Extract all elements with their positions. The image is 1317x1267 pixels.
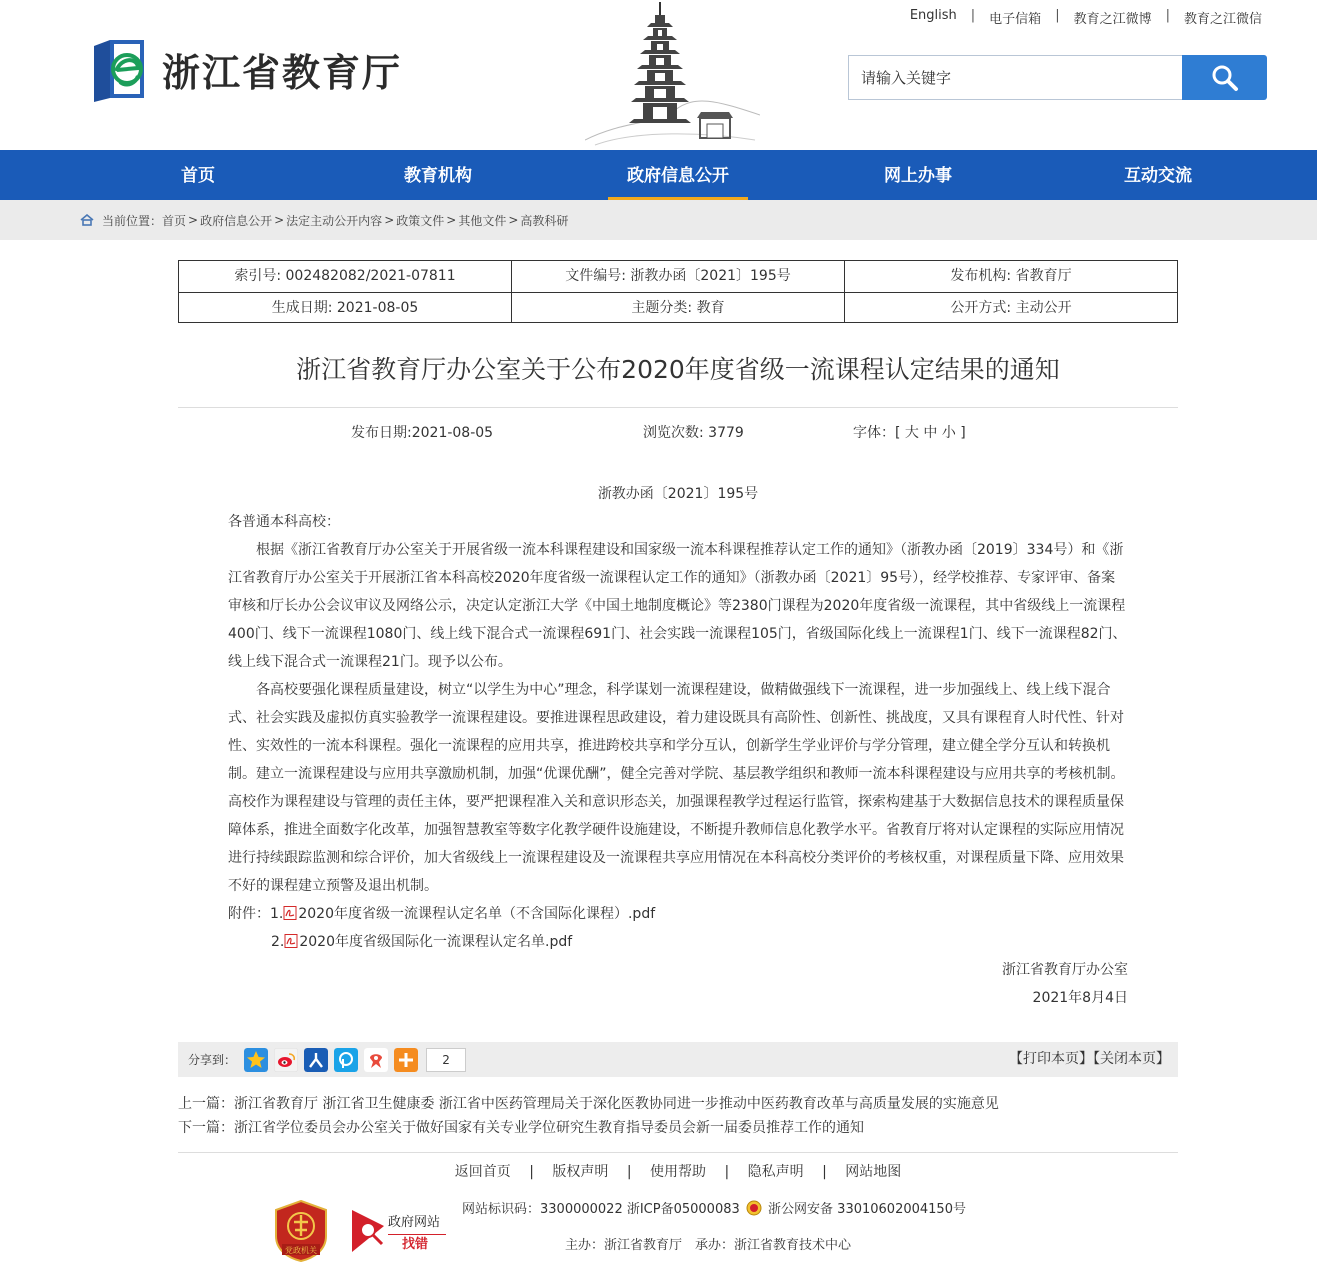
share-bar [178, 1042, 1178, 1077]
separator: | [1055, 8, 1060, 23]
footer-link-help[interactable]: 使用帮助 [650, 1164, 706, 1180]
link-english[interactable]: English [909, 8, 957, 23]
separator: | [1165, 8, 1170, 23]
paragraph: 根据《浙江省教育厅办公室关于开展省级一流本科课程建设和国家级一流本科课程推荐认定工作的通知》（浙教办函〔2019〕334号）和《浙江省教育厅办公室关于开展浙江省本科高校2020年度省级一流课程认定工作的通知》（浙教办函〔2021〕95号），经学校推荐、专家评审、备案审核和厅长办公会议审议及网络公示，决定认定浙江大学《中国土地制度概论》等2380门课程为2020年度省级一流课程，其中省级线上一流课程400门、线下一流课程1080门、线上线下混合式一流课程691门、社会实践一流课程105门，省级国际化线上一流课程1门、线下一流课程82门、线上线下混合式一流课程21门。现予以公布。 [228, 542, 1127, 670]
info-row [179, 261, 1177, 292]
badge-text: 党政机关 [285, 1246, 317, 1255]
search-input[interactable] [848, 55, 1182, 100]
error-report-divider [388, 1234, 446, 1235]
error-report-line1: 政府网站 [388, 1215, 441, 1230]
breadcrumb-item[interactable]: 高教科研 [520, 213, 569, 228]
salutation: 各普通本科高校： [228, 514, 340, 530]
print-button[interactable]: 【打印本页】 [1009, 1051, 1093, 1067]
gov-site-error-report[interactable] [350, 1208, 450, 1254]
created-date: 生成日期: 2021-08-05 [271, 300, 419, 316]
share-count: 2 [426, 1048, 466, 1072]
paragraph: 各高校要强化课程质量建设，树立“以学生为中心”理念，科学谋划一流课程建设，做精做强线下一流课程，进一步加强线上、线上线下混合式、社会实践及虚拟仿真实验教学一流课程建设。要推进课程思政建设，着力建设既具有高阶性、创新性、挑战度，又具有课程育人时代性、针对性、实效性的一流本科课程。强化一流课程的应用共享，推进跨校共享和学分互认，创新学生学业评价与学分管理，建立健全学分互认和转换机制。建立一流课程建设与应用共享激励机制，加强“优课优酬”，健全完善对学院、基层教学组织和教师一流本科课程建设与应用共享的考核机制。高校作为课程建设与管理的责任主体，要严把课程准入关和意识形态关，加强课程教学过程运行监管，探索构建基于大数据信息技术的课程质量保障体系，推进全面数字化改革，加强智慧教室等数字化教学硬件设施建设，不断提升教师信息化教学水平。省教育厅将对认定课程的实际应用情况进行持续跟踪监测和综合评价，加大省级线上一流课程建设及一流课程共享应用情况在本科高校分类评价的考核权重，对课程质量下降、应用效果不好的课程建立预警及退出机制。 [228, 682, 1125, 894]
close-page-button[interactable]: 【关闭本页】 [1093, 1051, 1170, 1067]
separator: | [724, 1164, 730, 1180]
separator: | [529, 1164, 534, 1180]
font-medium-button[interactable]: 中 [923, 425, 938, 441]
logo-e-icon [90, 36, 148, 102]
attachment-number: 2. [271, 934, 285, 950]
police-record[interactable]: 浙公网安备 33010602004150号 [768, 1202, 966, 1217]
police-badge-icon [746, 1200, 762, 1216]
search-bar [848, 55, 1267, 100]
error-report-line2: 找错 [402, 1237, 429, 1252]
info-row [179, 292, 1177, 323]
font-large-button[interactable]: 大 [904, 425, 919, 441]
font-close: ] [960, 425, 966, 441]
sign-date: 2021年8月4日 [1032, 990, 1128, 1006]
breadcrumb-item[interactable]: 法定主动公开内容 [286, 213, 383, 228]
share-label: 分享到： [188, 1053, 237, 1067]
disclosure-method: 公开方式: 主动公开 [844, 293, 1177, 323]
prev-next-links [178, 1092, 1178, 1140]
font-label: 字体：[ [853, 425, 901, 441]
top-links [910, 8, 1262, 27]
tencent-share-icon[interactable] [334, 1048, 358, 1072]
renren-share-icon[interactable] [304, 1048, 328, 1072]
signer: 浙江省教育厅办公室 [1002, 962, 1128, 978]
party-government-badge-icon[interactable] [274, 1200, 328, 1262]
link-email[interactable]: 电子信箱 [989, 12, 1042, 27]
nav-institutions[interactable]: 教育机构 [404, 166, 472, 186]
breadcrumb-prefix: 当前位置： [102, 213, 163, 228]
site-header [0, 0, 1317, 150]
footer-links [178, 1160, 1178, 1184]
nav-gov-info[interactable]: 政府信息公开 [558, 150, 798, 200]
nav-interaction[interactable]: 互动交流 [1124, 166, 1192, 186]
breadcrumb-item[interactable]: 其他文件 [458, 213, 507, 228]
doc-number: 浙教办函〔2021〕195号 [597, 486, 759, 502]
separator: | [970, 8, 976, 23]
publisher: 发布机构: 省教育厅 [844, 261, 1177, 292]
separator: | [822, 1164, 827, 1180]
attachment-link-1[interactable]: 2020年度省级一流课程认定名单（不含国际化课程）.pdf [298, 906, 656, 922]
article-body [228, 480, 1128, 1012]
more-share-icon[interactable] [394, 1048, 418, 1072]
breadcrumb-sep: > [188, 213, 199, 227]
breadcrumb-sep: > [446, 213, 457, 227]
breadcrumb-sep: > [508, 213, 519, 227]
font-small-button[interactable]: 小 [941, 425, 956, 441]
prev-article-link[interactable]: 上一篇：浙江省教育厅 浙江省卫生健康委 浙江省中医药管理局关于深化医教协同进一步推动中医药教育改革与高质量发展的实施意见 [178, 1096, 999, 1112]
pdf-icon [284, 934, 298, 948]
footer-link-sitemap[interactable]: 网站地图 [845, 1164, 902, 1180]
error-report-icon [350, 1208, 386, 1254]
weibo-share-icon[interactable] [274, 1048, 298, 1072]
publish-date: 发布日期:2021-08-05 [351, 425, 494, 441]
attachment-link-2[interactable]: 2020年度省级国际化一流课程认定名单.pdf [299, 934, 573, 950]
attachment-label: 附件：1. [228, 906, 284, 922]
index-number: 索引号: 002482082/2021-07811 [234, 268, 456, 284]
topic-category: 主题分类: 教育 [511, 293, 844, 323]
breadcrumb-sep: > [274, 213, 285, 227]
file-number: 文件编号: 浙教办函〔2021〕195号 [511, 261, 844, 292]
footer-divider [178, 1152, 1178, 1153]
nav-home[interactable]: 首页 [181, 166, 215, 186]
footer-link-copyright[interactable]: 版权声明 [552, 1164, 609, 1180]
breadcrumb-item[interactable]: 政策文件 [396, 213, 445, 228]
title-divider [178, 407, 1178, 408]
pagoda-illustration [585, 0, 760, 150]
nav-online-services[interactable]: 网上办事 [884, 166, 952, 186]
site-id: 网站标识码：3300000022 浙ICP备05000083 [462, 1202, 740, 1217]
link-weibo[interactable]: 教育之江微博 [1073, 12, 1152, 27]
footer-link-home[interactable]: 返回首页 [454, 1164, 511, 1180]
main-nav [0, 150, 1317, 200]
attachment-row [228, 900, 1128, 928]
footer-link-privacy[interactable]: 隐私声明 [747, 1164, 804, 1180]
article-title: 浙江省教育厅办公室关于公布2020年度省级一流课程认定结果的通知 [296, 355, 1060, 384]
attachment-row [228, 928, 1128, 956]
separator: | [626, 1164, 632, 1180]
qzone-share-icon[interactable] [244, 1048, 268, 1072]
pdf-icon [283, 906, 297, 920]
breadcrumb-item[interactable]: 首页 [162, 213, 187, 228]
search-icon [1211, 64, 1239, 92]
sina-share-icon[interactable] [364, 1048, 388, 1072]
site-logo[interactable] [90, 36, 402, 102]
breadcrumb [0, 200, 1317, 240]
view-count: 浏览次数: 3779 [643, 425, 744, 441]
home-icon [80, 214, 94, 226]
breadcrumb-item[interactable]: 政府信息公开 [200, 213, 273, 228]
footer-host: 主办：浙江省教育厅 承办：浙江省教育技术中心 [565, 1238, 852, 1253]
font-size-control [853, 422, 966, 442]
next-article-link[interactable]: 下一篇：浙江省学位委员会办公室关于做好国家有关专业学位研究生教育指导委员会新一届委员推荐工作的通知 [178, 1120, 864, 1136]
breadcrumb-sep: > [384, 213, 395, 227]
doc-info-table [178, 260, 1178, 323]
footer-site-info [462, 1200, 966, 1220]
site-title: 浙江省教育厅 [162, 49, 403, 95]
search-button[interactable] [1182, 55, 1267, 100]
link-wechat[interactable]: 教育之江微信 [1183, 12, 1262, 27]
page-actions [1009, 1042, 1170, 1077]
